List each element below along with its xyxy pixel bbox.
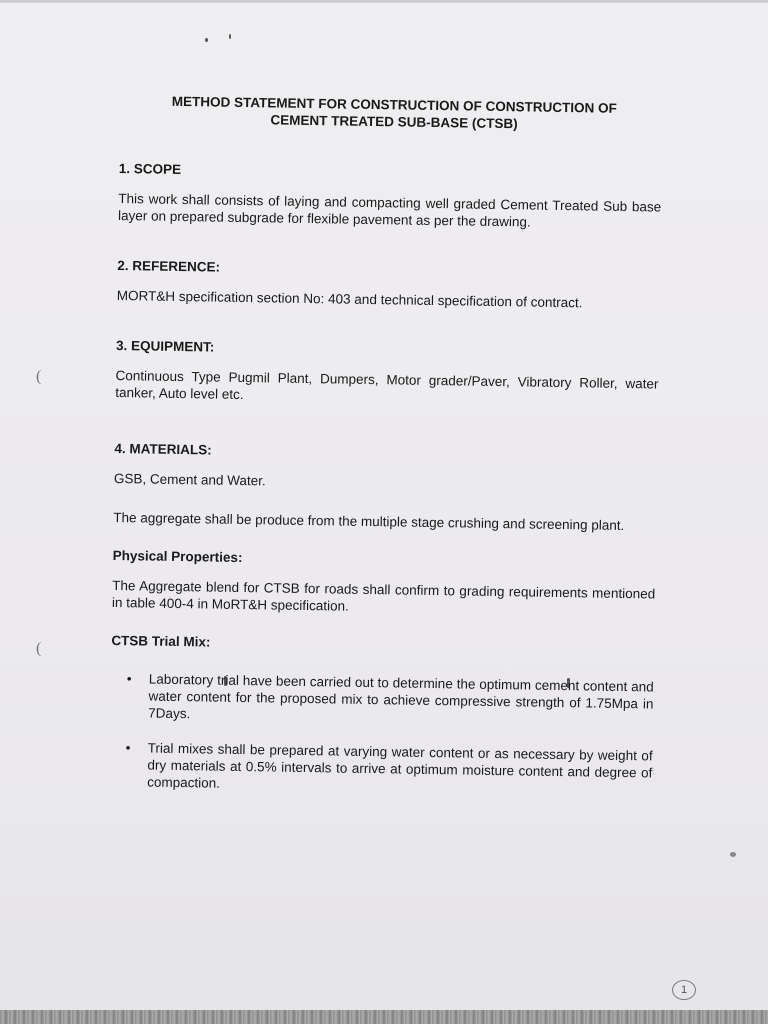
equipment-heading: 3. EQUIPMENT: [115,338,215,355]
reference-heading: 2. REFERENCE: [117,258,221,275]
bullet-icon: • [125,740,131,756]
scope-heading: 1. SCOPE [118,161,182,177]
equipment-text: Continuous Type Pugmil Plant, Dumpers, Motor grader/Paver, Vibratory Roller, water tanker, Auto level etc. [115,367,659,403]
scan-speck [730,852,736,857]
margin-mark: ( [36,368,42,385]
materials-heading: 4. MATERIALS: [114,440,212,458]
margin-mark: ( [36,640,42,657]
document-body [107,92,663,816]
scan-top-edge [0,0,768,3]
physical-properties-heading: Physical Properties: [112,547,243,566]
page-number: 1 [672,980,696,1000]
list-item-text: Trial mixes shall be prepared at varying water content or as necessary by weight of dry materials at 0.5% intervals to arrive at optimum moisture content and degree of compaction. [147,740,653,791]
reference-text: MORT&H specification section No: 403 and technical specification of contract. [116,288,583,311]
scan-speck [229,34,231,39]
title-line-1: METHOD STATEMENT FOR CONSTRUCTION OF CONSTRUCTION OF [171,93,617,116]
scan-bottom-edge [0,1010,768,1024]
trial-mix-list [107,670,654,799]
bullet-icon: • [126,671,132,687]
list-item [125,739,653,798]
title-line-2: CEMENT TREATED SUB-BASE (CTSB) [270,112,518,132]
physical-properties-text: The Aggregate blend for CTSB for roads shall confirm to grading requirements mentioned in table 400-4 in MoRT&H specification. [111,577,656,614]
document-title [117,92,662,135]
aggregate-text: The aggregate shall be produce from the multiple stage crushing and screening plant. [113,509,625,534]
scan-speck [205,38,208,42]
trial-mix-heading: CTSB Trial Mix: [111,632,211,650]
list-item [126,670,654,729]
materials-text: GSB, Cement and Water. [113,470,266,489]
list-item-text: Laboratory trial have been carried out to determine the optimum cement content and water content for the proposed mix to achieve compressive strength of 1.75Mpa in 7Days. [148,671,654,722]
scope-text: This work shall consists of laying and compacting well graded Cement Treated Sub base layer on prepared subgrade for flexible pavement as per the drawing. [117,191,662,230]
